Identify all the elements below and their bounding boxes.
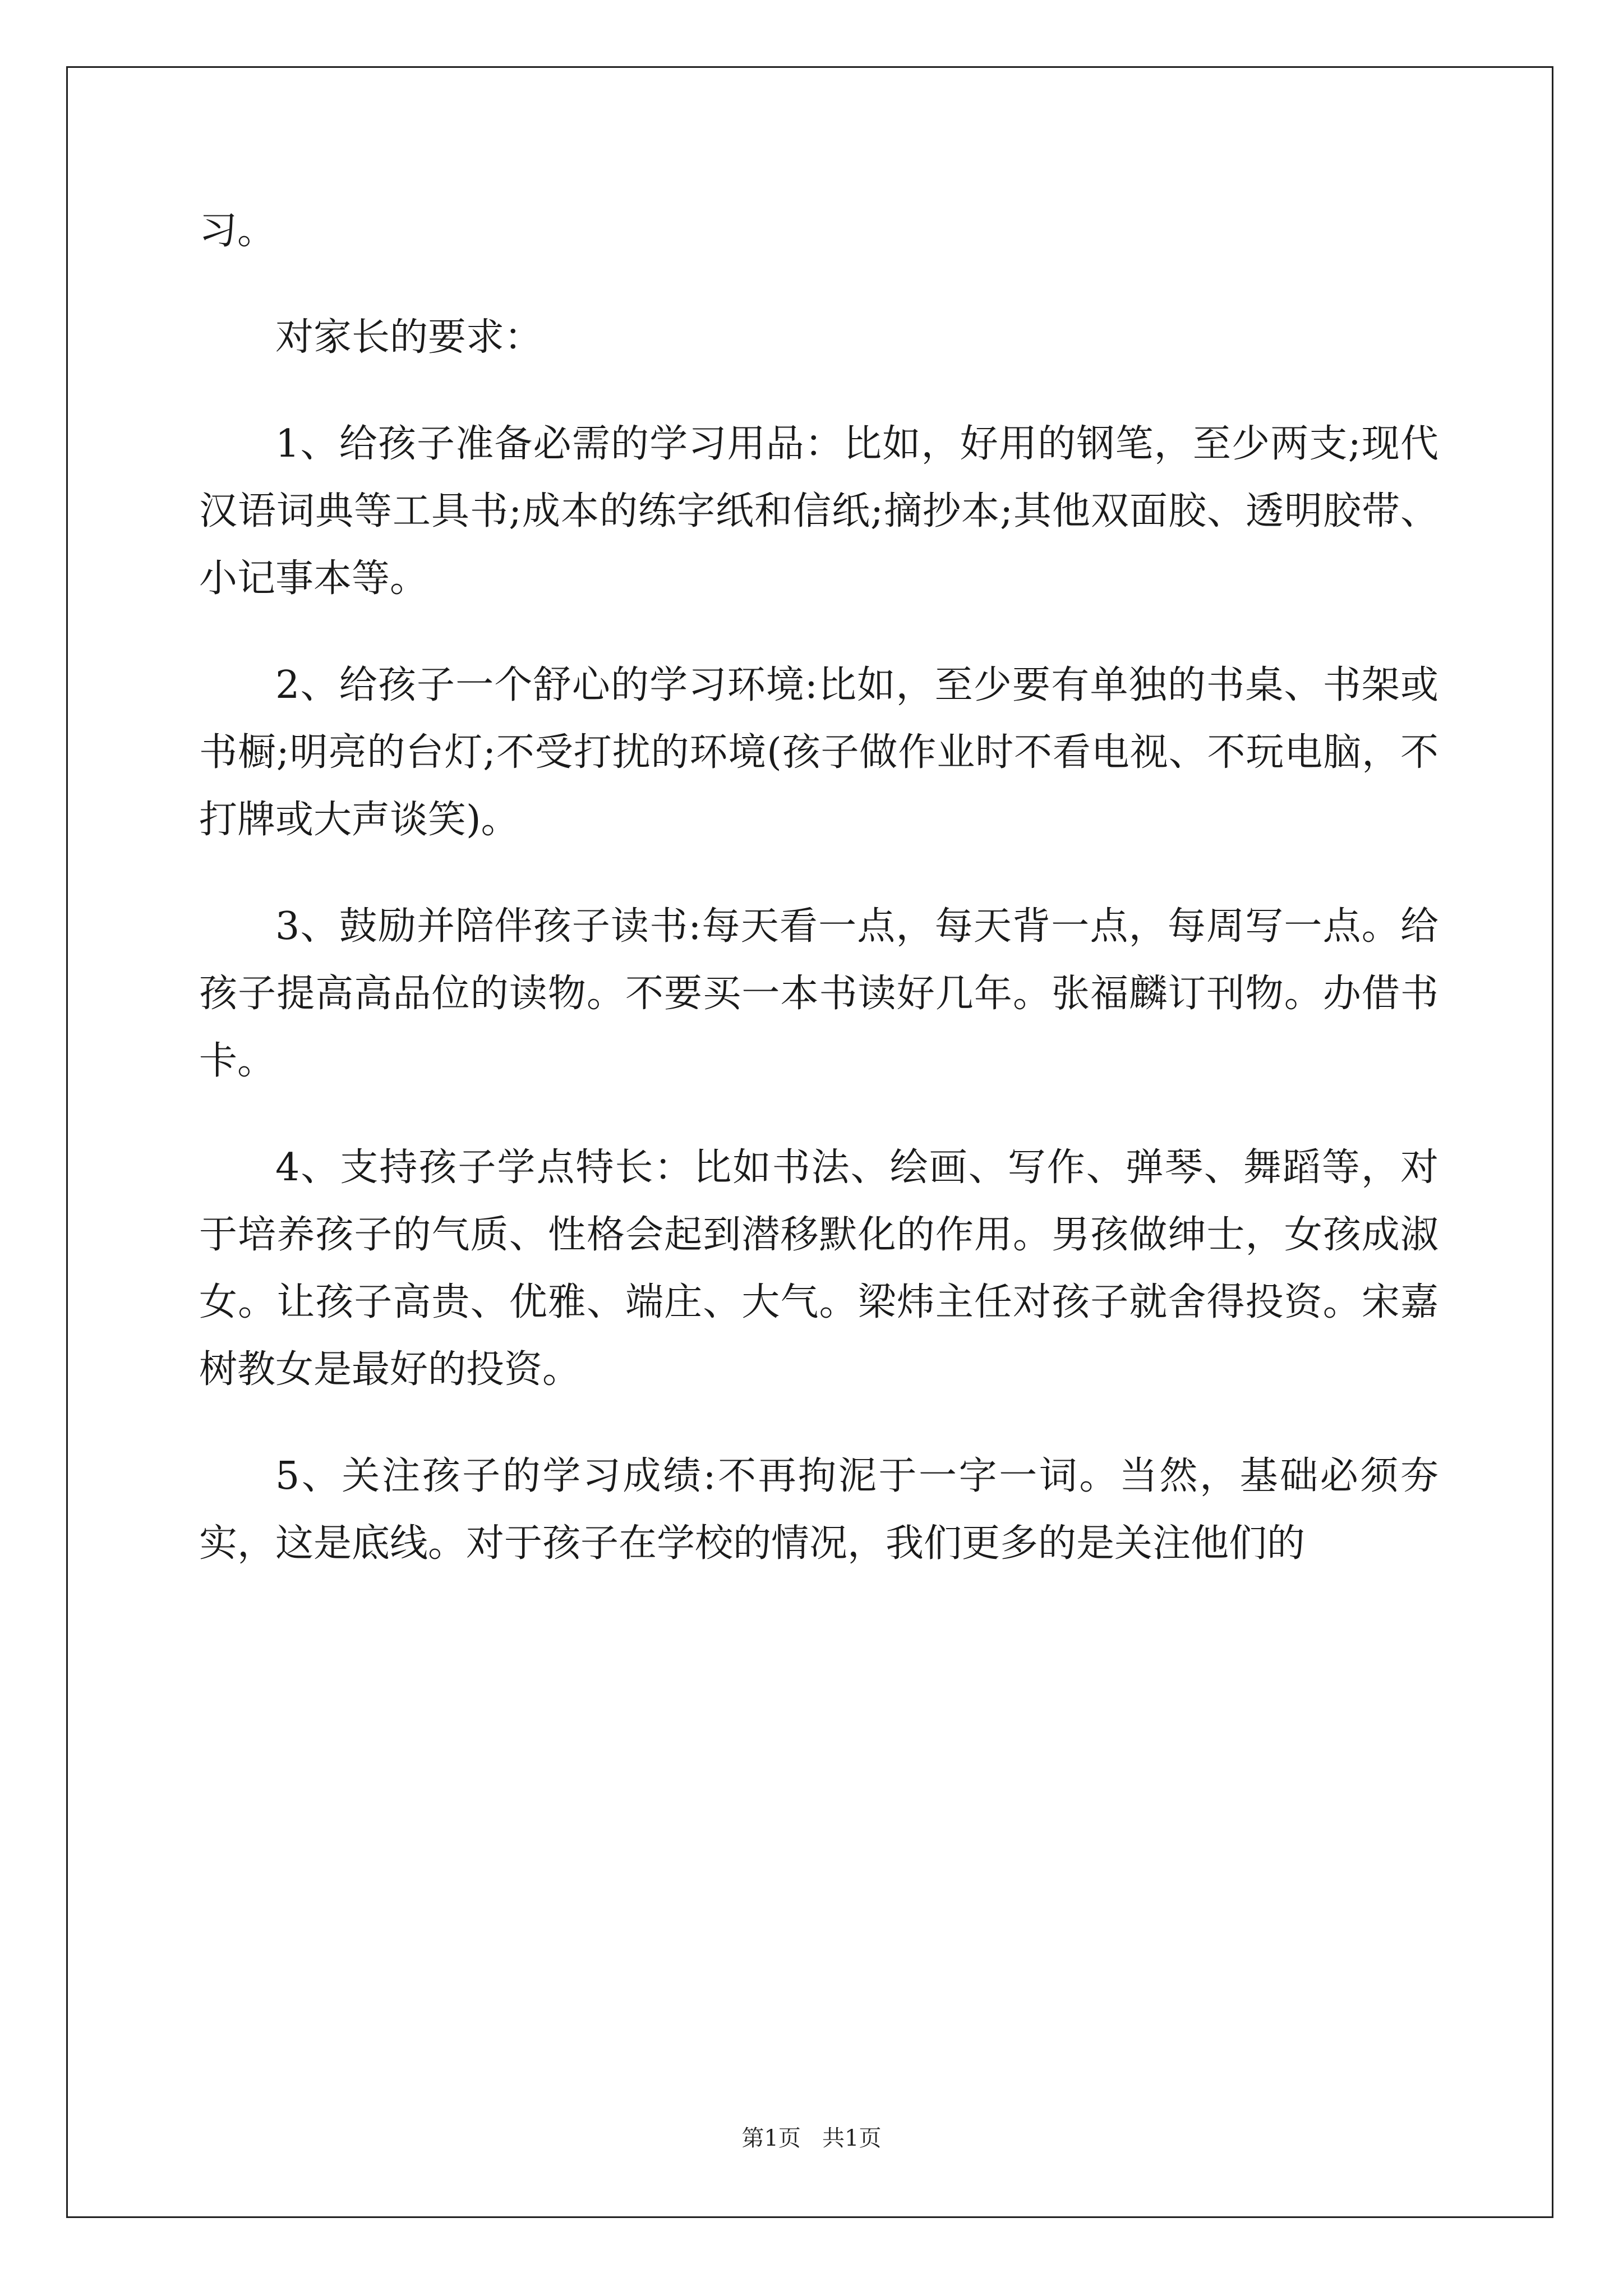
paragraph-4: 2、给孩子一个舒心的学习环境:比如，至少要有单独的书桌、书架或书橱;明亮的台灯;不受打扰的环境(孩子做作业时不看电视、不玩电脑，不打牌或大声谈笑)。 [199,663,1438,842]
paragraph-5: 3、鼓励并陪伴孩子读书:每天看一点，每天背一点，每周写一点。给孩子提高高品位的读物。不要买一本书读好几年。张福麟订刊物。办借书卡。 [199,904,1438,1083]
page-footer: 第1页 共1页 [741,2125,882,2151]
paragraph-1: 习。 [199,209,276,253]
paragraph-7: 5、关注孩子的学习成绩:不再拘泥于一字一词。当然，基础必须夯实，这是底线。对于孩子在学校的情况，我们更多的是关注他们的 [199,1454,1438,1566]
document-body [199,197,1438,1617]
paragraph-3: 1、给孩子准备必需的学习用品：比如，好用的钢笔，至少两支;现代汉语词典等工具书;成本的练字纸和信纸;摘抄本;其他双面胶、透明胶带、小记事本等。 [199,422,1438,601]
paragraph-6: 4、支持孩子学点特长：比如书法、绘画、写作、弹琴、舞蹈等，对于培养孩子的气质、性格会起到潜移默化的作用。男孩做绅士，女孩成淑女。让孩子高贵、优雅、端庄、大气。梁炜主任对孩子就舍得投资。宋嘉树教女是最好的投资。 [199,1145,1438,1392]
paragraph-2: 对家长的要求： [275,315,543,360]
